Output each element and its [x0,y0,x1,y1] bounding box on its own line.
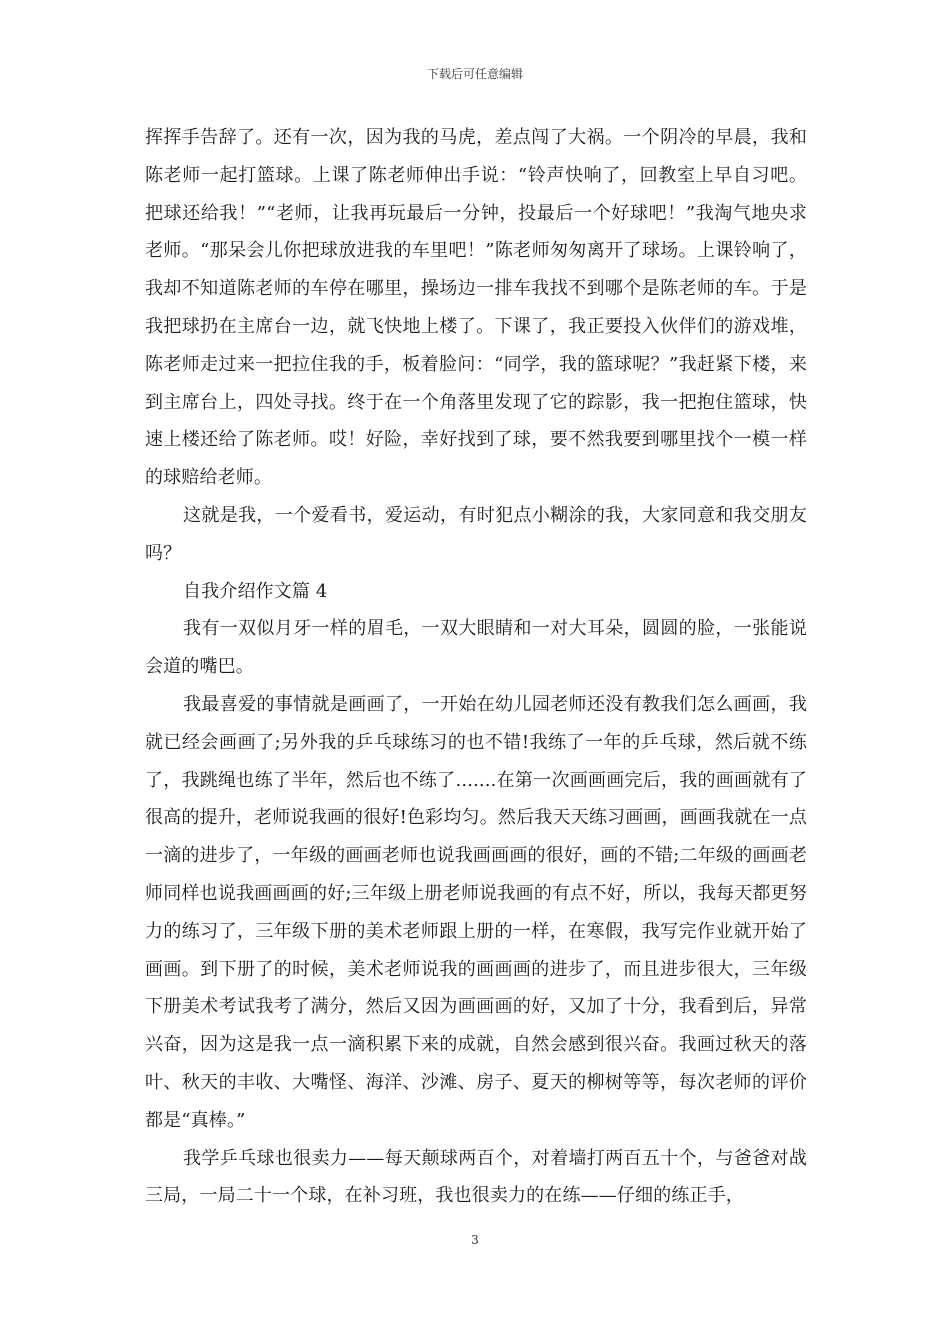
page-number: 3 [471,1233,479,1247]
paragraph: 我学乒乓球也很卖力——每天颠球两百个，对着墙打两百五十个，与爸爸对战三局，一局二十一个球，在补习班，我也很卖力的在练——仔细的练正手， [145,1147,807,1207]
page-header: 下载后可任意编辑 [426,67,523,81]
document-body [145,119,807,1215]
paragraph: 我最喜爱的事情就是画画了，一开始在幼儿园老师还没有教我们怎么画画，我就已经会画画了;另外我的乒乓球练习的也不错!我练了一年的乒乓球，然后就不练了，我跳绳也练了半年，然后也不练了.......在第一次画画画完后，我的画画就有了很高的提升，老师说我画的很好!色彩均匀。然后我天天练习画画，画画我就在一点一滴的进步了，一年级的画画老师也说我画画画的很好，画的不错;二年级的画画老师同样也说我画画画的好;三年级上册老师说我画的有点不好，所以，我每天都更努力的练习了，三年级下册的美术老师跟上册的一样，在寒假，我写完作业就开始了画画。到下册了的时候，美术老师说我的画画画的进步了，而且进步很大，三年级下册美术考试我考了满分，然后又因为画画画的好，又加了十分，我看到后，异常兴奋，因为这是我一点一滴积累下来的成就，自然会感到很兴奋。我画过秋天的落叶、秋天的丰收、大嘴怪、海洋、沙滩、房子、夏天的柳树等等，每次老师的评价都是“真棒。” [145,693,807,1131]
section-heading: 自我介绍作文篇 4 [183,580,328,602]
paragraph: 这就是我，一个爱看书，爱运动，有时犯点小糊涂的我，大家同意和我交朋友吗？ [145,504,807,564]
paragraph-continued: 挥挥手告辞了。还有一次，因为我的马虎，差点闯了大祸。一个阴冷的早晨，我和陈老师一起打篮球。上课了陈老师伸出手说：“铃声快响了，回教室上早自习吧。把球还给我！”“老师，让我再玩最后一分钟，投最后一个好球吧！”我淘气地央求老师。“那呆会儿你把球放进我的车里吧！”陈老师匆匆离开了球场。上课铃响了，我却不知道陈老师的车停在哪里，操场边一排车我找不到哪个是陈老师的车。于是我把球扔在主席台一边，就飞快地上楼了。下课了，我正要投入伙伴们的游戏堆，陈老师走过来一把拉住我的手，板着脸问：“同学，我的篮球呢？”我赶紧下楼，来到主席台上，四处寻找。终于在一个角落里发现了它的踪影，我一把抱住篮球，快速上楼还给了陈老师。哎！好险，幸好找到了球，要不然我要到哪里找个一模一样的球赔给老师。 [145,127,807,489]
paragraph: 我有一双似月牙一样的眉毛，一双大眼睛和一对大耳朵，圆圆的脸，一张能说会道的嘴巴。 [145,618,807,678]
